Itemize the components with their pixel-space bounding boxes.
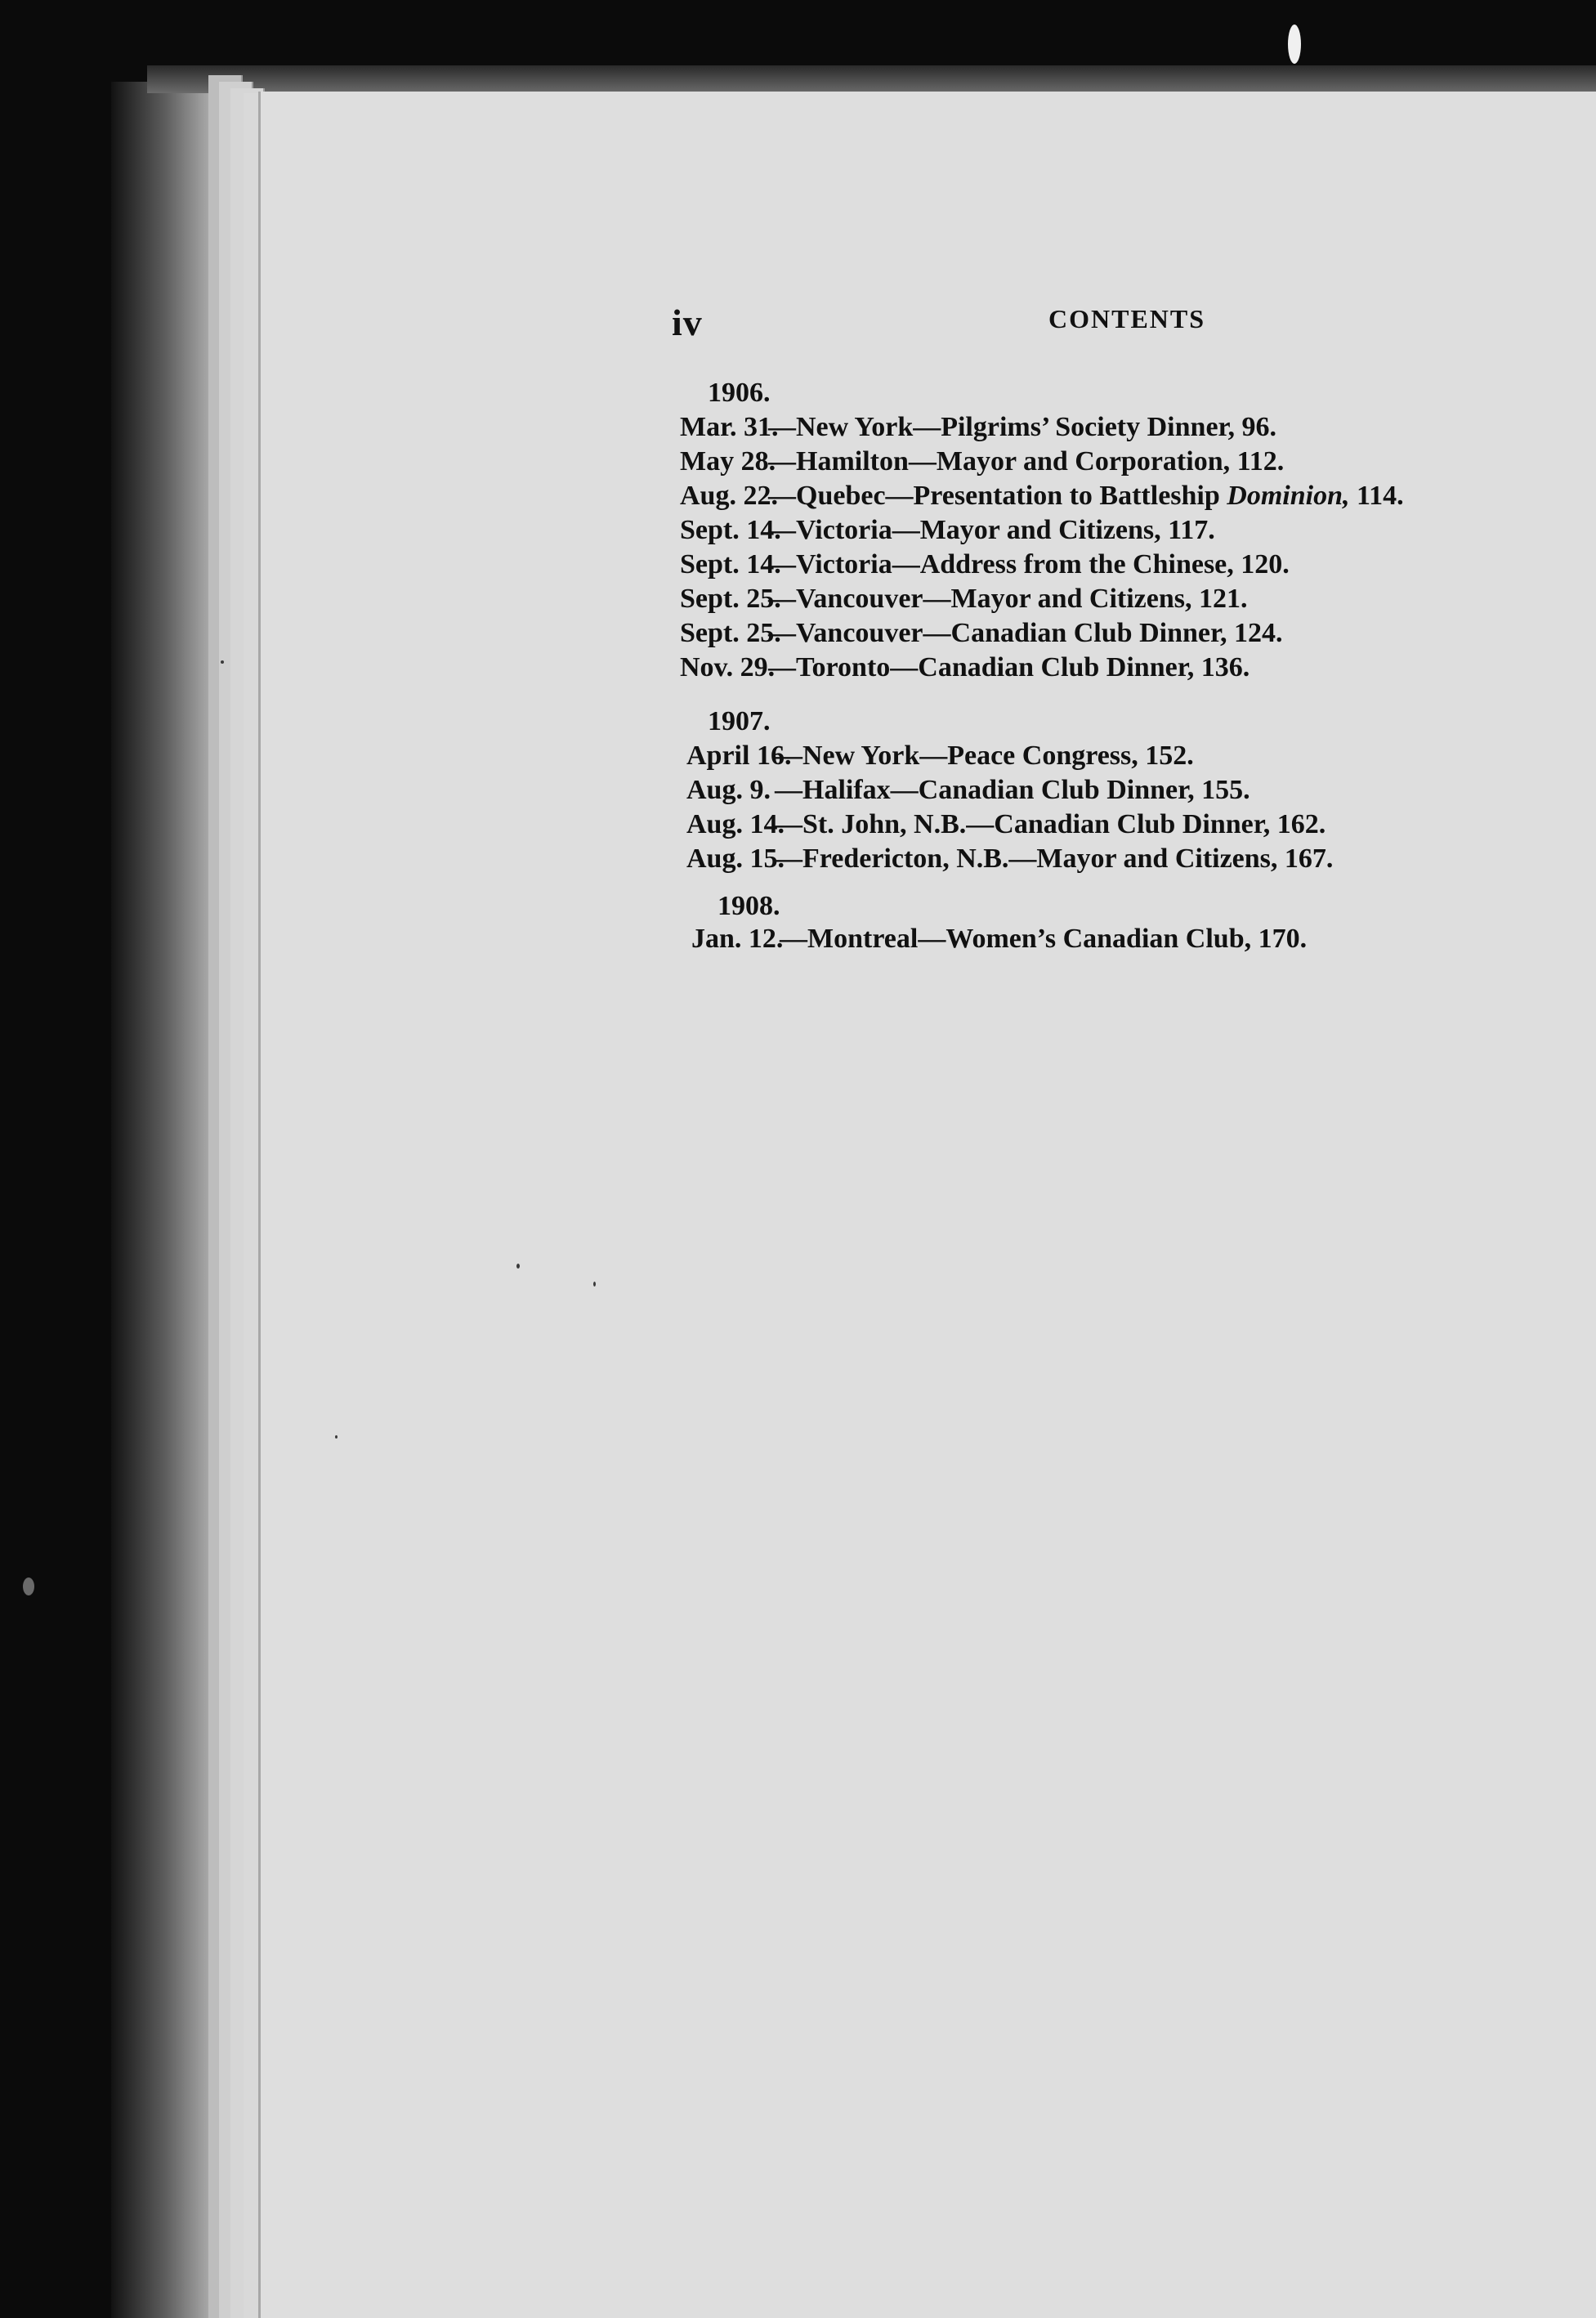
- book-spine-shadow: [111, 82, 209, 2318]
- year-heading: 1908.: [718, 891, 780, 921]
- entry-text: —Victoria—Mayor and Citizens, 117.: [768, 515, 1215, 545]
- dust-speck: [221, 660, 224, 664]
- entry-text: —St. John, N.B.—Canadian Club Dinner, 162.: [775, 809, 1326, 839]
- entry-text: —New York—Peace Congress, 152.: [775, 741, 1194, 771]
- entry-date: Aug. 15.: [686, 844, 785, 874]
- entry-text: —Vancouver—Canadian Club Dinner, 124.: [768, 618, 1283, 648]
- toc-entry: [691, 924, 1307, 955]
- entry-text: —Hamilton—Mayor and Corporation, 112.: [768, 446, 1285, 477]
- entry-date: Aug. 14.: [686, 809, 785, 839]
- entry-date: Aug. 22.: [680, 481, 778, 511]
- entry-date: Mar. 31.: [680, 412, 779, 442]
- toc-entry: [680, 618, 1282, 649]
- entry-text-tail: 114.: [1349, 481, 1404, 511]
- entry-date: Sept. 14.: [680, 515, 781, 545]
- entry-text: —Quebec—Presentation to Battleship: [768, 481, 1227, 511]
- entry-date: Sept. 14.: [680, 549, 781, 580]
- toc-entry: [680, 549, 1290, 580]
- entry-text: —Vancouver—Mayor and Citizens, 121.: [768, 584, 1248, 614]
- toc-entry: [680, 584, 1248, 615]
- entry-date: Aug. 9.: [686, 775, 771, 805]
- entry-date: Jan. 12.: [691, 924, 784, 954]
- entry-text: —Fredericton, N.B.—Mayor and Citizens, 167.: [775, 844, 1334, 874]
- entry-text: —Victoria—Address from the Chinese, 120.: [768, 549, 1290, 580]
- toc-entry: [686, 809, 1326, 840]
- entry-text: —Toronto—Canadian Club Dinner, 136.: [768, 652, 1250, 682]
- dust-speck: [516, 1264, 520, 1269]
- entry-text: —New York—Pilgrims’ Society Dinner, 96.: [768, 412, 1277, 442]
- entry-date: Sept. 25.: [680, 618, 781, 648]
- entry-date: Nov. 29.: [680, 652, 776, 682]
- year-heading: 1906.: [708, 378, 771, 408]
- toc-entry: [680, 515, 1215, 546]
- dust-speck: [335, 1435, 338, 1439]
- toc-entry: [680, 481, 1404, 512]
- toc-entry: [686, 775, 1250, 806]
- toc-entry: [680, 652, 1250, 683]
- page-top-shadow: [147, 65, 1596, 93]
- entry-date: April 16.: [686, 741, 792, 771]
- toc-entry: [686, 844, 1333, 875]
- entry-date: Sept. 25.: [680, 584, 781, 614]
- entry-date: May 28.: [680, 446, 776, 477]
- entry-text: —Halifax—Canadian Club Dinner, 155.: [775, 775, 1250, 805]
- entry-italic-text: Dominion,: [1227, 481, 1350, 511]
- dust-speck: [23, 1577, 34, 1595]
- toc-entry: [680, 446, 1284, 477]
- dust-speck: [593, 1282, 596, 1287]
- page-title: CONTENTS: [1048, 304, 1206, 333]
- page-number: iv: [672, 302, 703, 343]
- toc-entry: [680, 412, 1276, 443]
- toc-entry: [686, 741, 1194, 772]
- year-heading: 1907.: [708, 706, 771, 736]
- scan-mark: [1288, 25, 1301, 64]
- entry-text: —Montreal—Women’s Canadian Club, 170.: [780, 924, 1308, 954]
